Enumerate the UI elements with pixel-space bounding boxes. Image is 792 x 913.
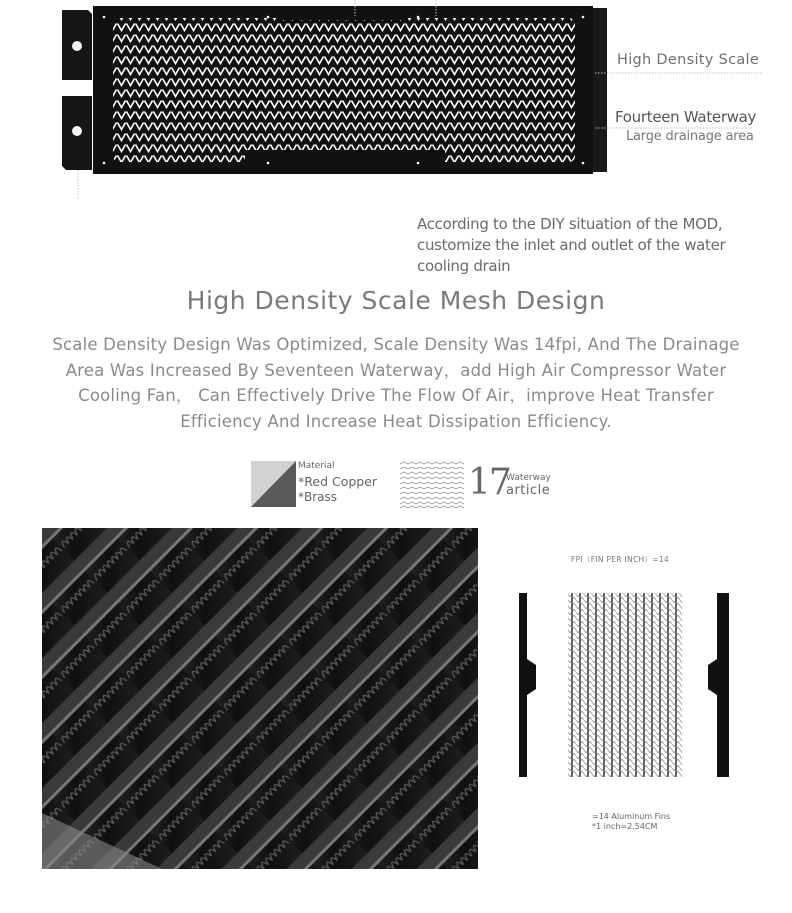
section-title: High Density Scale Mesh Design bbox=[186, 286, 606, 315]
waterway-label: Waterway bbox=[506, 473, 551, 483]
waterway-unit: article bbox=[506, 483, 551, 498]
section-description: Scale Density Design Was Optimized, Scale Density Was 14fpi, And The Drainage Area Was Increased By Seventeen Waterway，add High Air Compressor Water Cooling Fan， Can Effectively Drive The Flow Of Air，improve Heat Transfer Efficiency And Increase Heat Dissipation Efficiency. bbox=[52, 335, 740, 431]
radiator-fin-closeup-photo bbox=[42, 528, 478, 869]
material-swatch-icon bbox=[251, 461, 296, 507]
material-brass: *Brass bbox=[298, 490, 338, 504]
callout-large-drainage-area: Large drainage area bbox=[626, 129, 754, 144]
fpi-fin-diagram bbox=[510, 585, 740, 785]
radiator-illustration bbox=[0, 0, 792, 200]
waterway-wave-icon bbox=[400, 461, 464, 509]
callout-diy-note: According to the DIY situation of the MOD, customize the inlet and outlet of the water cooling drain bbox=[417, 215, 726, 275]
callout-fourteen-waterway: Fourteen Waterway bbox=[615, 108, 757, 126]
fpi-diagram-title: FPI（FIN PER INCH）=14 bbox=[571, 555, 669, 564]
callout-high-density-scale: High Density Scale bbox=[617, 52, 760, 68]
material-label: Material bbox=[298, 461, 335, 471]
fins-count-note: =14 Aluminum Fins bbox=[592, 812, 671, 821]
inch-conversion-note: *1 inch=2.54CM bbox=[592, 822, 658, 831]
waterway-count: 17 bbox=[468, 462, 510, 503]
material-red-copper: *Red Copper bbox=[298, 474, 378, 489]
